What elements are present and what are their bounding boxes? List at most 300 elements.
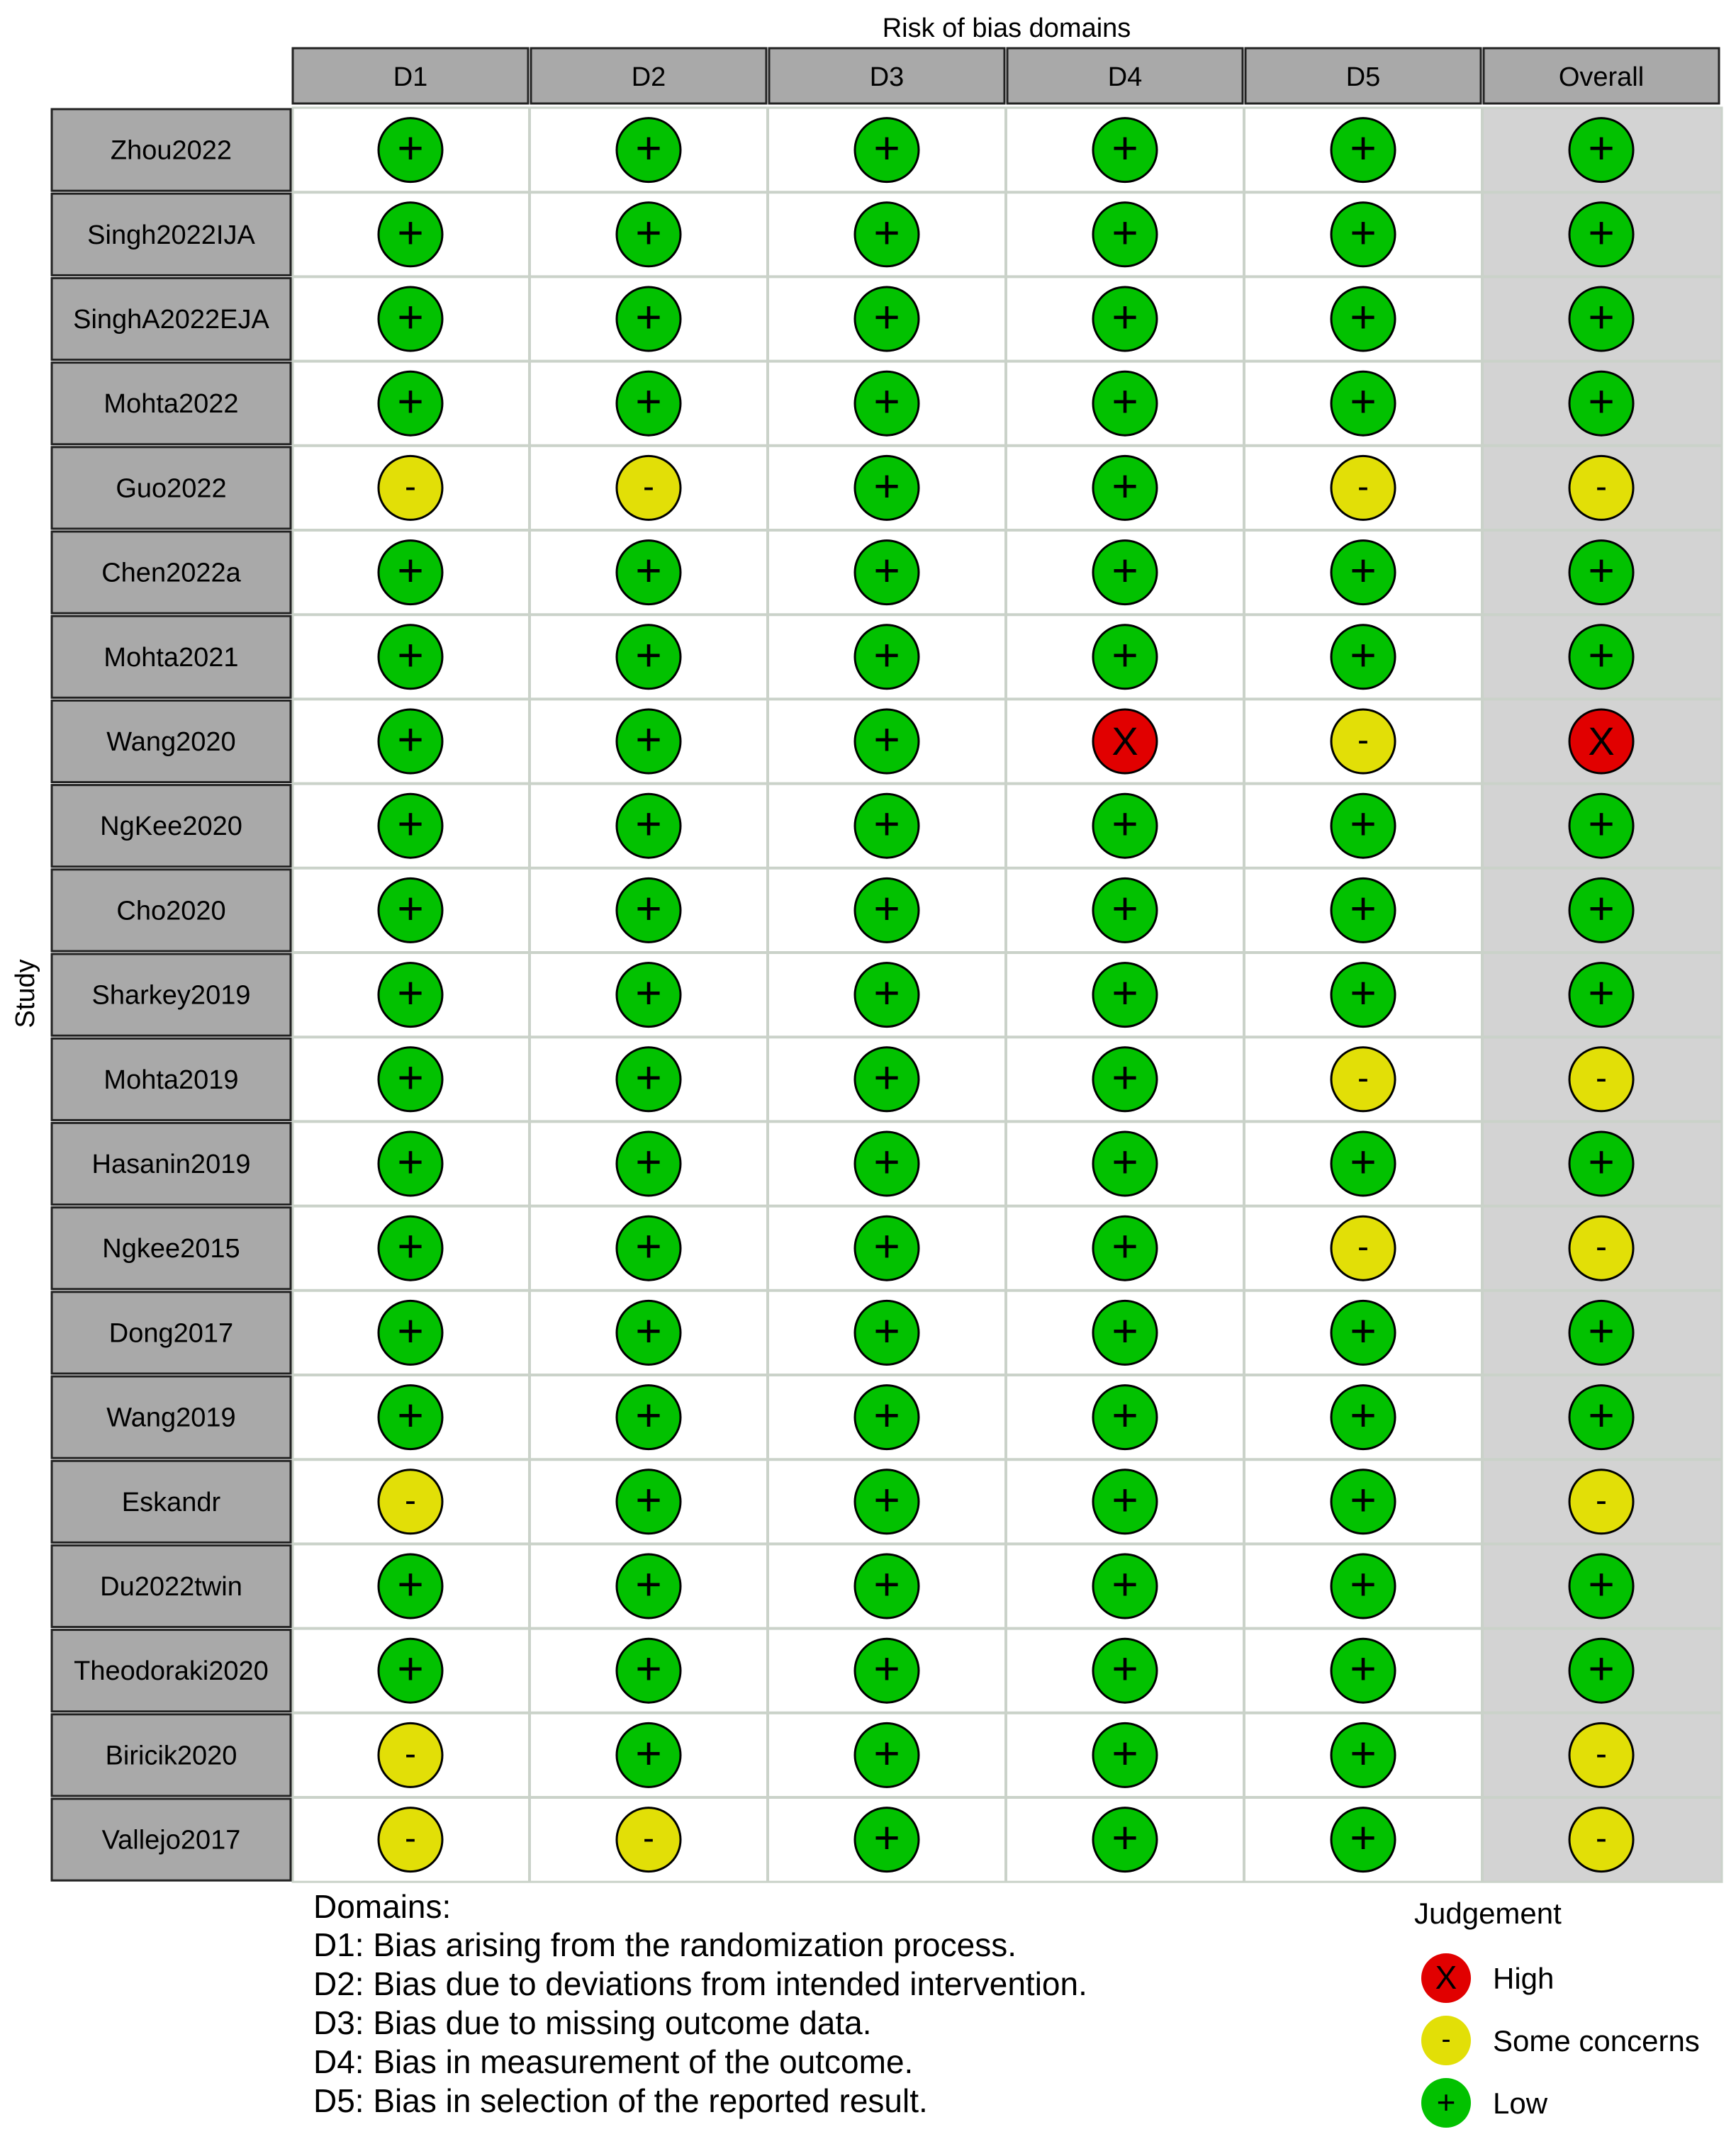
judgement-symbol: + xyxy=(1588,1389,1615,1441)
judgement-mark xyxy=(1093,1808,1157,1872)
domain-description: D2: Bias due to deviations from intended intervention. xyxy=(313,1965,1087,2002)
judgement-symbol: + xyxy=(1111,798,1138,850)
judgement-symbol: + xyxy=(635,798,662,850)
study-label: Mohta2019 xyxy=(103,1065,239,1095)
judgement-symbol: + xyxy=(1588,1559,1615,1610)
judgement-mark xyxy=(1331,878,1395,942)
judgement-mark xyxy=(1093,625,1157,689)
study-label: Vallejo2017 xyxy=(101,1825,241,1856)
judgement-mark xyxy=(1569,1554,1633,1618)
judgement-symbol: + xyxy=(1350,544,1377,596)
judgement-mark xyxy=(379,118,442,182)
judgement-symbol: - xyxy=(1357,1228,1369,1267)
judgement-symbol: - xyxy=(1357,722,1369,759)
judgement-mark xyxy=(379,1301,442,1364)
judgement-symbol: + xyxy=(1111,460,1138,512)
judgement-mark xyxy=(1331,203,1395,266)
judgement-mark xyxy=(1331,794,1395,858)
judgement-mark xyxy=(617,287,681,351)
judgement-symbol: + xyxy=(397,544,424,596)
judgement-mark xyxy=(379,794,442,858)
judgement-mark xyxy=(1331,1554,1395,1618)
judgement-symbol: + xyxy=(397,798,424,850)
column-header-label: D5 xyxy=(1345,62,1381,92)
judgement-symbol: + xyxy=(1111,376,1138,427)
domains-key xyxy=(313,1888,1087,2119)
judgement-mark xyxy=(855,1216,919,1280)
judgement-symbol: + xyxy=(397,1643,424,1695)
judgement-mark xyxy=(379,1554,442,1618)
judgement-mark xyxy=(1331,118,1395,182)
judgement-symbol: + xyxy=(1111,1727,1138,1779)
judgement-symbol: + xyxy=(873,1051,900,1103)
study-label: SinghA2022EJA xyxy=(73,305,269,335)
column-header-label: Overall xyxy=(1558,62,1645,92)
judgement-mark xyxy=(379,456,442,520)
study-label: Guo2022 xyxy=(116,473,227,504)
judgement-symbol: + xyxy=(1588,291,1615,342)
judgement-mark xyxy=(1569,794,1633,858)
study-label: Eskandr xyxy=(121,1487,221,1517)
judgement-mark xyxy=(855,878,919,942)
judgement-symbol: + xyxy=(1111,1220,1138,1272)
judgement-symbol: + xyxy=(1350,798,1377,850)
judgement-mark xyxy=(1331,963,1395,1027)
judgement-symbol: + xyxy=(635,1389,662,1441)
judgement-symbol: + xyxy=(1350,1473,1377,1525)
legend-item xyxy=(1421,2078,1548,2128)
domain-description: D5: Bias in selection of the reported result. xyxy=(313,2082,928,2119)
legend-item xyxy=(1421,2016,1700,2065)
judgement-mark xyxy=(855,371,919,435)
judgement-mark xyxy=(1093,1048,1157,1111)
judgement-symbol: + xyxy=(635,1220,662,1272)
study-label: Wang2019 xyxy=(106,1403,236,1433)
judgement-mark xyxy=(617,1386,681,1449)
judgement-mark xyxy=(855,709,919,773)
judgement-symbol: + xyxy=(1111,882,1138,934)
judgement-mark xyxy=(1331,1808,1395,1872)
judgement-mark xyxy=(1569,709,1633,773)
judgement-symbol: - xyxy=(405,468,416,506)
judgement-mark xyxy=(379,1808,442,1872)
study-label: Biricik2020 xyxy=(105,1741,237,1771)
judgement-mark xyxy=(855,1386,919,1449)
judgement-symbol: + xyxy=(1111,1559,1138,1610)
judgement-mark xyxy=(1093,1301,1157,1364)
judgement-symbol: + xyxy=(1111,1812,1138,1863)
judgement-symbol: + xyxy=(397,1051,424,1103)
study-label: Sharkey2019 xyxy=(91,980,251,1011)
judgement-symbol: + xyxy=(1111,629,1138,680)
judgement-mark xyxy=(855,1639,919,1702)
judgement-symbol: - xyxy=(1596,1819,1607,1858)
judgement-symbol: - xyxy=(1596,1059,1607,1097)
judgement-mark xyxy=(617,203,681,266)
judgement-mark xyxy=(1331,1470,1395,1534)
judgement-mark xyxy=(1569,878,1633,942)
judgement-mark xyxy=(379,287,442,351)
judgement-mark xyxy=(1569,1639,1633,1702)
judgement-mark xyxy=(617,625,681,689)
judgement-symbol: + xyxy=(873,291,900,342)
study-label: Zhou2022 xyxy=(110,135,233,166)
judgement-symbol: + xyxy=(397,291,424,342)
judgement-mark xyxy=(855,287,919,351)
judgement-mark xyxy=(1331,371,1395,435)
judgement-symbol: + xyxy=(873,1643,900,1695)
judgement-mark xyxy=(1569,1216,1633,1280)
study-label: Dong2017 xyxy=(108,1318,234,1349)
column-header-label: D4 xyxy=(1107,62,1143,92)
domain-description: D3: Bias due to missing outcome data. xyxy=(313,2004,872,2041)
judgement-symbol: - xyxy=(1357,1059,1369,1097)
judgement-mark xyxy=(1093,1639,1157,1702)
judgement-mark xyxy=(1093,287,1157,351)
judgement-symbol: + xyxy=(635,1727,662,1779)
judgement-mark xyxy=(855,541,919,605)
judgement-mark xyxy=(1093,456,1157,520)
judgement-mark xyxy=(379,371,442,435)
judgement-symbol: + xyxy=(635,122,662,174)
judgement-mark xyxy=(379,1639,442,1702)
judgement-symbol: + xyxy=(1350,1389,1377,1441)
judgement-symbol: + xyxy=(397,629,424,680)
legend-label: High xyxy=(1493,1962,1555,1995)
judgement-symbol: + xyxy=(873,1389,900,1441)
judgement-mark xyxy=(1569,203,1633,266)
judgement-mark xyxy=(1093,1554,1157,1618)
judgement-symbol: + xyxy=(1588,544,1615,596)
judgement-mark xyxy=(1331,456,1395,520)
judgement-symbol: + xyxy=(873,1559,900,1610)
judgement-symbol: + xyxy=(873,798,900,850)
judgement-mark xyxy=(1331,541,1395,605)
column-header-label: D2 xyxy=(631,62,666,92)
judgement-mark xyxy=(617,794,681,858)
judgement-symbol: - xyxy=(1596,1228,1607,1267)
judgement-symbol: + xyxy=(635,1473,662,1525)
judgement-symbol: + xyxy=(1588,629,1615,680)
judgement-symbol: + xyxy=(635,1305,662,1357)
judgement-symbol: X xyxy=(1111,719,1138,763)
judgement-mark xyxy=(855,1301,919,1364)
judgement-mark xyxy=(1331,1639,1395,1702)
judgement-mark xyxy=(1569,1132,1633,1196)
judgement-mark xyxy=(1331,1386,1395,1449)
judgement-mark xyxy=(1569,371,1633,435)
judgement-mark xyxy=(379,1470,442,1534)
judgement-mark xyxy=(379,963,442,1027)
study-label: Cho2020 xyxy=(116,896,226,926)
judgement-mark xyxy=(855,963,919,1027)
judgement-symbol: + xyxy=(873,122,900,174)
judgement-symbol: + xyxy=(1111,1051,1138,1103)
judgement-mark xyxy=(1093,203,1157,266)
judgement-symbol: + xyxy=(873,882,900,934)
judgement-symbol: + xyxy=(1588,122,1615,174)
judgement-symbol: + xyxy=(635,882,662,934)
judgement-symbol: + xyxy=(1350,206,1377,258)
judgement-symbol: + xyxy=(1350,882,1377,934)
judgement-mark xyxy=(1331,1048,1395,1111)
judgement-mark xyxy=(1093,371,1157,435)
judgement-mark xyxy=(1569,287,1633,351)
judgement-mark xyxy=(1093,1723,1157,1787)
grid-table xyxy=(52,48,1722,1882)
study-label: Mohta2022 xyxy=(103,389,239,420)
study-label: Du2022twin xyxy=(100,1572,242,1602)
study-label: Chen2022a xyxy=(101,558,241,588)
judgement-mark xyxy=(855,203,919,266)
judgement-mark xyxy=(1331,709,1395,773)
legend-symbol: - xyxy=(1441,2023,1451,2055)
judgement-mark xyxy=(617,456,681,520)
judgement-mark xyxy=(1569,1808,1633,1872)
judgement-symbol: + xyxy=(635,629,662,680)
judgement-symbol: + xyxy=(397,1559,424,1610)
judgement-symbol: + xyxy=(1350,629,1377,680)
judgement-symbol: + xyxy=(635,544,662,596)
judgement-mark xyxy=(617,1808,681,1872)
judgement-symbol: + xyxy=(1350,1559,1377,1610)
study-label: Mohta2021 xyxy=(103,642,239,673)
judgement-symbol: + xyxy=(1588,376,1615,427)
judgement-symbol: + xyxy=(1588,1643,1615,1695)
study-label: Hasanin2019 xyxy=(91,1150,251,1179)
judgement-mark xyxy=(855,1723,919,1787)
judgement-mark xyxy=(379,625,442,689)
judgement-mark xyxy=(617,1301,681,1364)
y-axis-label: Study xyxy=(11,959,40,1028)
judgement-symbol: + xyxy=(873,460,900,512)
judgement-symbol: + xyxy=(635,376,662,427)
judgement-mark xyxy=(1093,878,1157,942)
chart-title: Risk of bias domains xyxy=(882,13,1131,43)
domain-description: D1: Bias arising from the randomization process. xyxy=(313,1926,1017,1963)
judgement-symbol: + xyxy=(397,1389,424,1441)
judgement-symbol: + xyxy=(1350,122,1377,174)
judgement-mark xyxy=(617,1723,681,1787)
judgement-symbol: + xyxy=(635,206,662,258)
judgement-mark xyxy=(379,1216,442,1280)
judgement-symbol: + xyxy=(873,544,900,596)
judgement-symbol: X xyxy=(1588,719,1615,763)
judgement-mark xyxy=(1569,1048,1633,1111)
legend-label: Low xyxy=(1493,2087,1548,2120)
judgement-mark xyxy=(617,963,681,1027)
judgement-mark xyxy=(617,878,681,942)
column-header-label: D1 xyxy=(393,62,428,92)
judgement-symbol: + xyxy=(1350,1727,1377,1779)
study-label: Singh2022IJA xyxy=(87,220,255,250)
judgement-symbol: - xyxy=(1357,468,1369,506)
judgement-symbol: + xyxy=(1111,206,1138,258)
judgement-mark xyxy=(1569,1470,1633,1534)
judgement-symbol: + xyxy=(873,1136,900,1187)
judgement-symbol: + xyxy=(1111,1389,1138,1441)
judgement-mark xyxy=(617,1132,681,1196)
judgement-mark xyxy=(379,1386,442,1449)
judgement-symbol: + xyxy=(1350,1643,1377,1695)
judgement-mark xyxy=(1331,1723,1395,1787)
legend-label: Some concerns xyxy=(1493,2024,1700,2057)
judgement-symbol: + xyxy=(635,1559,662,1610)
judgement-symbol: + xyxy=(873,1473,900,1525)
judgement-symbol: + xyxy=(397,714,424,765)
judgement-mark xyxy=(1331,287,1395,351)
judgement-mark xyxy=(617,1639,681,1702)
judgement-mark xyxy=(1569,625,1633,689)
judgement-symbol: + xyxy=(1111,1643,1138,1695)
judgement-mark xyxy=(1093,1470,1157,1534)
judgement-symbol: + xyxy=(1588,1305,1615,1357)
judgement-symbol: + xyxy=(1111,544,1138,596)
judgement-symbol: + xyxy=(1588,1136,1615,1187)
judgement-mark xyxy=(1093,541,1157,605)
judgement-symbol: - xyxy=(405,1819,416,1858)
judgement-symbol: + xyxy=(1111,1473,1138,1525)
judgement-mark xyxy=(617,1470,681,1534)
judgement-mark xyxy=(855,794,919,858)
judgement-mark xyxy=(617,371,681,435)
judgement-mark xyxy=(855,1554,919,1618)
judgement-mark xyxy=(379,1048,442,1111)
judgement-symbol: + xyxy=(1588,798,1615,850)
judgement-symbol: + xyxy=(1350,1136,1377,1187)
judgement-symbol: + xyxy=(397,376,424,427)
domains-title: Domains: xyxy=(313,1888,452,1925)
judgement-legend xyxy=(1414,1897,1700,2128)
judgement-symbol: + xyxy=(635,714,662,765)
judgement-mark xyxy=(617,541,681,605)
judgement-mark xyxy=(855,456,919,520)
judgement-symbol: + xyxy=(397,882,424,934)
legend-title: Judgement xyxy=(1414,1897,1562,1930)
judgement-mark xyxy=(1093,1386,1157,1449)
judgement-mark xyxy=(379,1723,442,1787)
judgement-symbol: + xyxy=(873,1812,900,1863)
judgement-symbol: + xyxy=(397,206,424,258)
judgement-mark xyxy=(1093,118,1157,182)
judgement-mark xyxy=(1569,1386,1633,1449)
legend-item xyxy=(1421,1953,1554,2003)
judgement-symbol: - xyxy=(405,1481,416,1520)
judgement-mark xyxy=(1569,541,1633,605)
judgement-mark xyxy=(379,203,442,266)
judgement-symbol: + xyxy=(1350,376,1377,427)
judgement-mark xyxy=(1331,625,1395,689)
judgement-mark xyxy=(1569,118,1633,182)
judgement-symbol: + xyxy=(1111,1305,1138,1357)
judgement-symbol: + xyxy=(873,1305,900,1357)
judgement-mark xyxy=(1569,456,1633,520)
judgement-symbol: + xyxy=(635,967,662,1018)
judgement-symbol: + xyxy=(1111,122,1138,174)
judgement-mark xyxy=(617,1216,681,1280)
judgement-mark xyxy=(855,1132,919,1196)
judgement-symbol: + xyxy=(873,376,900,427)
study-label: Theodoraki2020 xyxy=(74,1656,269,1687)
judgement-symbol: + xyxy=(397,967,424,1018)
judgement-symbol: + xyxy=(1350,291,1377,342)
domain-description: D4: Bias in measurement of the outcome. xyxy=(313,2043,914,2080)
study-label: Wang2020 xyxy=(106,727,236,757)
judgement-symbol: + xyxy=(635,1643,662,1695)
judgement-symbol: + xyxy=(397,1136,424,1187)
judgement-symbol: + xyxy=(873,967,900,1018)
judgement-mark xyxy=(1093,1132,1157,1196)
judgement-symbol: + xyxy=(873,629,900,680)
judgement-symbol: - xyxy=(1596,1735,1607,1773)
judgement-symbol: + xyxy=(1111,967,1138,1018)
judgement-mark xyxy=(1331,1216,1395,1280)
judgement-mark xyxy=(855,625,919,689)
column-header-label: D3 xyxy=(869,62,905,92)
judgement-symbol: + xyxy=(873,1727,900,1779)
judgement-mark xyxy=(617,118,681,182)
judgement-mark xyxy=(1331,1301,1395,1364)
judgement-symbol: - xyxy=(1596,1481,1607,1520)
study-label: Ngkee2015 xyxy=(102,1234,240,1264)
judgement-symbol: + xyxy=(1111,1136,1138,1187)
judgement-mark xyxy=(1093,1216,1157,1280)
judgement-symbol: - xyxy=(643,468,654,506)
judgement-mark xyxy=(1093,963,1157,1027)
judgement-mark xyxy=(855,1470,919,1534)
judgement-symbol: + xyxy=(397,1220,424,1272)
judgement-mark xyxy=(1569,1723,1633,1787)
judgement-mark xyxy=(379,709,442,773)
judgement-mark xyxy=(617,1048,681,1111)
judgement-mark xyxy=(1569,1301,1633,1364)
judgement-symbol: + xyxy=(1588,967,1615,1018)
judgement-symbol: + xyxy=(1350,1812,1377,1863)
judgement-symbol: + xyxy=(397,122,424,174)
judgement-symbol: + xyxy=(1350,1305,1377,1357)
judgement-symbol: + xyxy=(1588,206,1615,258)
judgement-mark xyxy=(1093,709,1157,773)
judgement-symbol: + xyxy=(1350,967,1377,1018)
judgement-mark xyxy=(855,118,919,182)
judgement-symbol: + xyxy=(397,1305,424,1357)
study-label: NgKee2020 xyxy=(100,812,242,842)
judgement-symbol: - xyxy=(1596,468,1607,506)
judgement-mark xyxy=(379,878,442,942)
judgement-symbol: + xyxy=(873,1220,900,1272)
judgement-symbol: + xyxy=(873,714,900,765)
judgement-mark xyxy=(379,1132,442,1196)
legend-symbol: X xyxy=(1435,1959,1457,1996)
judgement-symbol: - xyxy=(405,1735,416,1773)
judgement-symbol: + xyxy=(635,1051,662,1103)
judgement-symbol: - xyxy=(643,1819,654,1858)
judgement-mark xyxy=(855,1048,919,1111)
legend-symbol: + xyxy=(1436,2084,1456,2121)
judgement-mark xyxy=(1093,794,1157,858)
judgement-mark xyxy=(1331,1132,1395,1196)
judgement-mark xyxy=(379,541,442,605)
judgement-symbol: + xyxy=(873,206,900,258)
judgement-mark xyxy=(855,1808,919,1872)
judgement-mark xyxy=(617,1554,681,1618)
judgement-symbol: + xyxy=(635,1136,662,1187)
judgement-symbol: + xyxy=(635,291,662,342)
judgement-symbol: + xyxy=(1588,882,1615,934)
judgement-mark xyxy=(1569,963,1633,1027)
judgement-mark xyxy=(617,709,681,773)
judgement-symbol: + xyxy=(1111,291,1138,342)
